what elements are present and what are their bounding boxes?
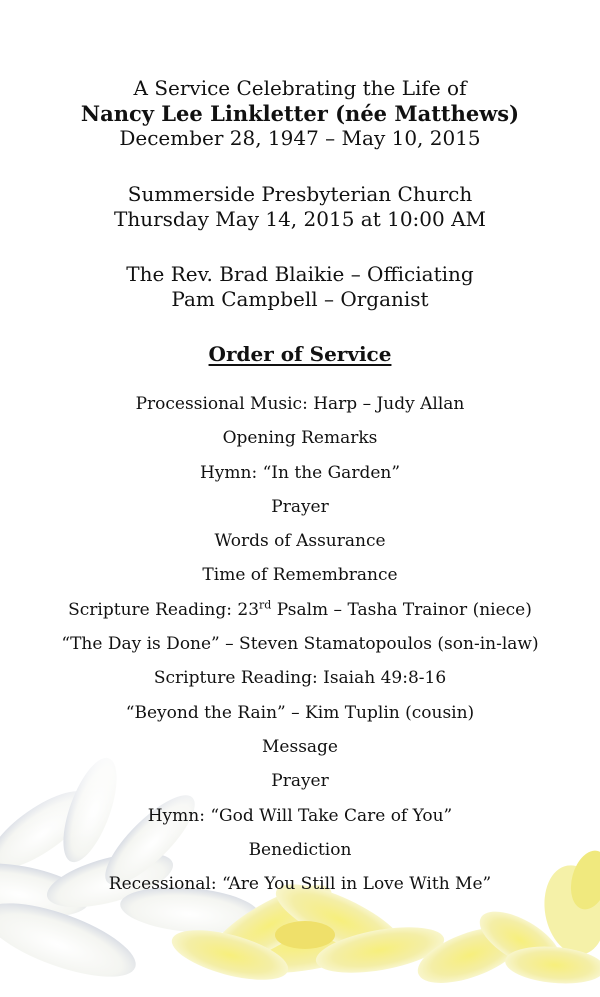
officiant: The Rev. Brad Blaikie – Officiating xyxy=(126,262,474,286)
service-location xyxy=(0,182,600,232)
list-item-words-of-assurance: Words of Assurance xyxy=(214,531,386,552)
list-item-recessional: Recessional: “Are You Still in Love With Me” xyxy=(108,874,492,895)
memorial-heading xyxy=(0,76,600,151)
list-item-prayer: Prayer xyxy=(271,496,329,517)
list-item-scripture-isaiah: Scripture Reading: Isaiah 49:8-16 xyxy=(153,668,447,689)
list-item-scripture-psalm xyxy=(0,596,600,630)
list-item-benediction: Benediction xyxy=(248,839,352,860)
service-officials xyxy=(0,262,600,312)
list-item-time-of-remembrance: Time of Remembrance xyxy=(202,565,398,586)
church-name: Summerside Presbyterian Church xyxy=(127,182,473,206)
list-item-opening-remarks: Opening Remarks xyxy=(222,428,378,449)
scripture-psalm-prefix: Scripture Reading: 23 xyxy=(68,599,260,620)
list-item-day-is-done: “The Day is Done” – Steven Stamatopoulos (son-in-law) xyxy=(61,634,539,655)
life-dates: December 28, 1947 – May 10, 2015 xyxy=(119,126,481,150)
organist: Pam Campbell – Organist xyxy=(171,287,429,311)
list-item-message: Message xyxy=(262,736,338,757)
list-item-processional: Processional Music: Harp – Judy Allan xyxy=(135,394,465,414)
ordinal-suffix: rd xyxy=(259,598,272,612)
order-of-service-title: Order of Service xyxy=(208,342,392,366)
list-item-prayer-second: Prayer xyxy=(271,771,329,792)
order-of-service-list xyxy=(0,390,600,904)
scripture-psalm-suffix: Psalm – Tasha Trainor (niece) xyxy=(271,599,532,620)
service-intro: A Service Celebrating the Life of xyxy=(133,76,467,100)
list-item-beyond-the-rain: “Beyond the Rain” – Kim Tuplin (cousin) xyxy=(125,702,475,723)
service-datetime: Thursday May 14, 2015 at 10:00 AM xyxy=(113,207,487,231)
list-item-hymn-garden: Hymn: “In the Garden” xyxy=(199,462,401,483)
deceased-name: Nancy Lee Linkletter (née Matthews) xyxy=(80,101,520,126)
list-item-hymn-god-will-take-care: Hymn: “God Will Take Care of You” xyxy=(147,805,453,826)
